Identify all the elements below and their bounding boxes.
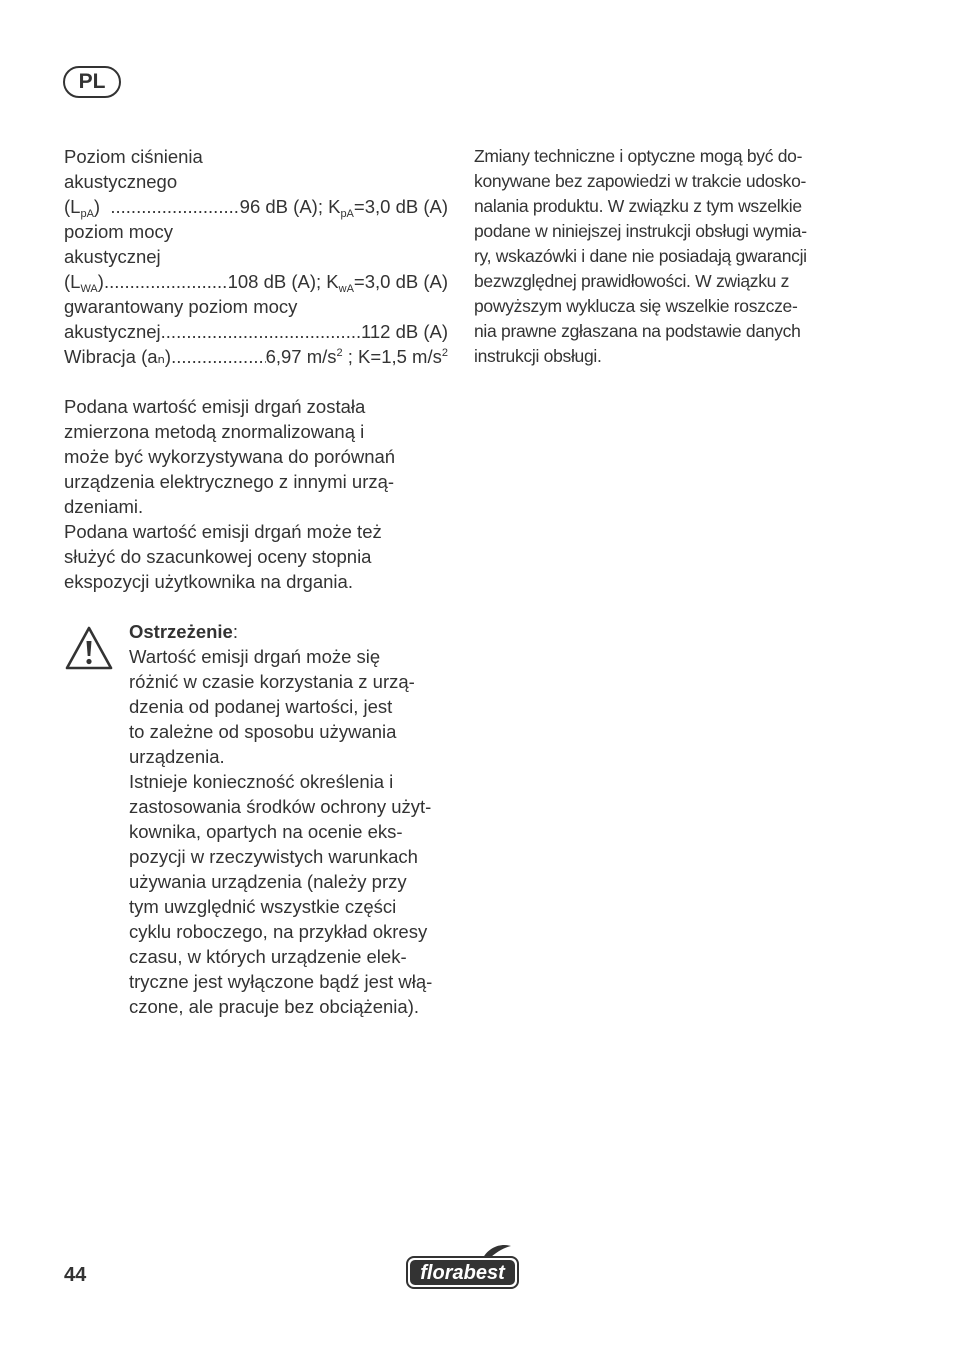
spec-lpa: $(L_{pA})$ ..... 96 dB (A); $K_{pA}=3,0$ dB (A) [64,194,448,219]
leader-dots [171,344,265,369]
warning-text: Ostrzeżenie: Wartość emisji drgań może się różnić w czasie korzystania z urzą- dzenia od podanej wartości, jest to zależne od sposobu używania urządzenia. Istnieje konieczność określenia i zastosowania środków ochrony użyt- kownika, opartych na ocenie eks- pozycji w rzeczywistych warunkach używania urządzenia (należy przy tym uwzględnić wszystkie części cyklu roboczego, na przykład okresy czasu, w których urządzenie elek- tryczne jest wyłączone bądź jest włą- czone, ale pracuje bez obciążenia). [129,619,459,1019]
spec-line: poziom mocy [64,221,173,242]
paragraph-line: Podana wartość emisji drgań została [64,396,366,417]
disclaimer-line: powyższym wyklucza się wszelkie roszcze- [474,296,798,316]
florabest-logo [405,1244,520,1290]
paragraph-line: może być wykorzystywana do porównań [64,446,396,467]
disclaimer-line: podane w niniejszej instrukcji obsługi wymia- [474,221,807,241]
vibration-paragraph [64,394,448,594]
disclaimer-line: nalania produktu. W związku z tym wszelkie [474,196,802,216]
page-number: 44 [64,1264,87,1286]
warning-triangle-icon [64,625,114,671]
warning-line: dzenia od podanej wartości, jest [129,696,393,717]
warning-line: zastosowania środków ochrony użyt- [129,796,432,817]
spec-guaranteed: akustycznej ..... 112 dB (A) [64,319,448,344]
leader-dots [161,319,361,344]
warning-line: to zależne od sposobu używania [129,721,397,742]
paragraph-line: dzeniami. [64,496,144,517]
language-code: PL [78,70,106,93]
language-badge [63,66,121,98]
disclaimer-line: ry, wskazówki i dane nie posiadają gwarancji [474,246,807,266]
disclaimer-line: konywane bez zapowiedzi w trakcie udosko- [474,171,807,191]
left-column [64,144,448,594]
warning-line: Wartość emisji drgań może się [129,646,381,667]
warning-line: cyklu roboczego, na przykład okresy [129,921,428,942]
warning-line: używania urządzenia (należy przy [129,871,407,892]
spec-vibration: Wibracja (aₙ) ..... 6,97 $m/s^2$ ; K=1,5 $m/s^2$ [64,344,448,369]
disclaimer-line: nia prawne zgłaszana na podstawie danych [474,321,801,341]
spec-line: akustycznej [64,246,161,267]
disclaimer-line: bezwzględnej prawidłowości. W związku z [474,271,790,291]
warning-line: czone, ale pracuje bez obciążenia). [129,996,420,1017]
paragraph-line: służyć do szacunkowej oceny stopnia [64,546,372,567]
warning-line: urządzenia. [129,746,225,767]
paragraph-line: Podana wartość emisji drgań może też [64,521,382,542]
warning-line: czasu, w których urządzenie elek- [129,946,407,967]
paragraph-line: zmierzona metodą znormalizowaną i [64,421,365,442]
spec-lwa: $(L_{WA})$ ..... 108 dB (A); $K_{wA}=3,0$ dB (A) [64,269,448,294]
disclaimer-line: Zmiany techniczne i optyczne mogą być do- [474,146,803,166]
warning-line: kownika, opartych na ocenie eks- [129,821,403,842]
right-column [474,144,859,369]
spec-line: Poziom ciśnienia [64,146,203,167]
warning-title: Ostrzeżenie [129,621,233,642]
paragraph-line: urządzenia elektrycznego z innymi urzą- [64,471,395,492]
leader-dots [104,269,228,294]
disclaimer-line: instrukcji obsługi. [474,346,602,366]
leader-dots [110,194,239,219]
warning-line: różnić w czasie korzystania z urzą- [129,671,415,692]
warning-line: tym uwzględnić wszystkie części [129,896,397,917]
warning-line: pozycji w rzeczywistych warunkach [129,846,418,867]
logo-text: florabest [420,1262,505,1284]
spec-line: akustycznego [64,171,178,192]
warning-line: tryczne jest wyłączone bądź jest włą- [129,971,433,992]
paragraph-line: ekspozycji użytkownika na drgania. [64,571,353,592]
spec-line: gwarantowany poziom mocy [64,296,298,317]
warning-line: Istnieje konieczność określenia i [129,771,394,792]
